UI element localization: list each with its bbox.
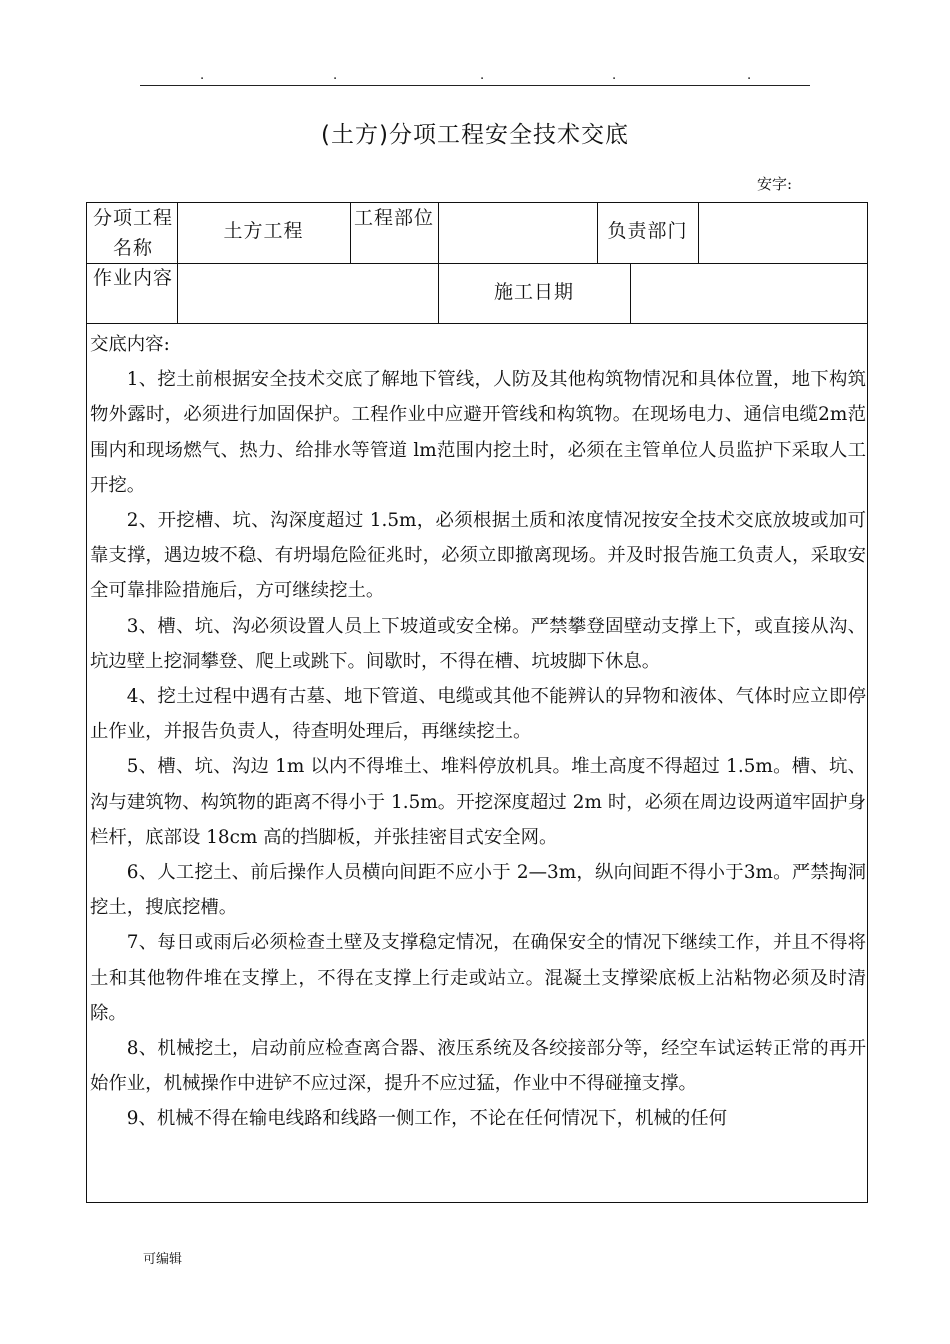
header-dot: . [200, 68, 205, 83]
col-divider [597, 203, 598, 263]
content-paragraph: 8、机械挖土，启动前应检查离合器、液压系统及各绞接部分等，经空车试运转正常的再开始作业，机械操作中进铲不应过深，提升不应过猛，作业中不得碰撞支撑。 [90, 1038, 866, 1095]
document-title: (土方)分项工程安全技术交底 [321, 122, 629, 148]
header-dot: . [747, 68, 752, 83]
disclosure-content [90, 327, 866, 1137]
work-content-label: 作业内容 [92, 267, 173, 289]
col-divider [350, 203, 351, 263]
header-rule [140, 85, 810, 86]
content-paragraph: 2、开挖槽、坑、沟深度超过 1.5m，必须根据土质和浓度情况按安全技术交底放坡或加可靠支撑，遇边坡不稳、有坍塌危险征兆时，必须立即撤离现场。并及时报告施工负责人，采取安全可靠排险措施后，方可继续挖土。 [90, 510, 866, 602]
construction-date-label: 施工日期 [493, 281, 574, 303]
header-dots [140, 68, 810, 84]
content-paragraph: 7、每日或雨后必须检查土壁及支撑稳定情况，在确保安全的情况下继续工作，并且不得将土和其他物件堆在支撑上，不得在支撑上行走或站立。混凝土支撑梁底板上沾粘物必须及时清除。 [90, 932, 866, 1024]
header-dot: . [480, 68, 485, 83]
content-paragraph: 9、机械不得在输电线路和线路一侧工作，不论在任何情况下，机械的任何 [126, 1108, 727, 1130]
col-divider [698, 203, 699, 263]
col-divider [177, 203, 178, 263]
dept-label: 工程部位 [353, 207, 434, 229]
project-name-label: 分项工程名称 [92, 207, 173, 259]
content-lead: 交底内容: [90, 334, 170, 355]
header-dot: . [612, 68, 617, 83]
header-dot: . [333, 68, 338, 83]
project-name-value: 土方工程 [223, 220, 304, 242]
content-paragraph: 5、槽、坑、沟边 1m 以内不得堆土、堆料停放机具。堆土高度不得超过 1.5m。槽、坑、沟与建筑物、构筑物的距离不得小于 1.5m。开挖深度超过 2m 时，必须在周边设两道牢固护身栏杆，底部设 18cm 高的挡脚板，并张挂密目式安全网。 [90, 756, 866, 848]
content-paragraph: 6、人工挖土、前后操作人员横向间距不应小于 2—3m，纵向间距不得小于3m。严禁掏洞挖土，搜底挖槽。 [90, 862, 866, 919]
disclosure-table [86, 202, 868, 1203]
col-divider [630, 263, 631, 323]
col-divider [438, 203, 439, 263]
row-divider [87, 263, 867, 264]
footer-note: 可编辑 [143, 1252, 183, 1267]
content-paragraph: 4、挖土过程中遇有古墓、地下管道、电缆或其他不能辨认的异物和液体、气体时应立即停止作业，并报告负责人，待查明处理后，再继续挖土。 [90, 686, 866, 743]
col-divider [177, 263, 178, 323]
col-divider [438, 263, 439, 323]
responsible-dept-label: 负责部门 [607, 220, 688, 242]
content-paragraph: 1、挖土前根据安全技术交底了解地下管线，人防及其他构筑物情况和具体位置，地下构筑物外露时，必须进行加固保护。工程作业中应避开管线和构筑物。在现场电力、通信电缆2m范围内和现场燃气、热力、给排水等管道 lm范围内挖土时，必须在主管单位人员监护下采取人工开挖。 [90, 369, 866, 496]
content-paragraph: 3、槽、坑、沟必须设置人员上下坡道或安全梯。严禁攀登固壁动支撑上下，或直接从沟、坑边壁上挖洞攀登、爬上或跳下。间歇时，不得在槽、坑坡脚下休息。 [90, 615, 866, 672]
sign-label: 安字: [757, 175, 793, 193]
row-divider [87, 323, 867, 324]
